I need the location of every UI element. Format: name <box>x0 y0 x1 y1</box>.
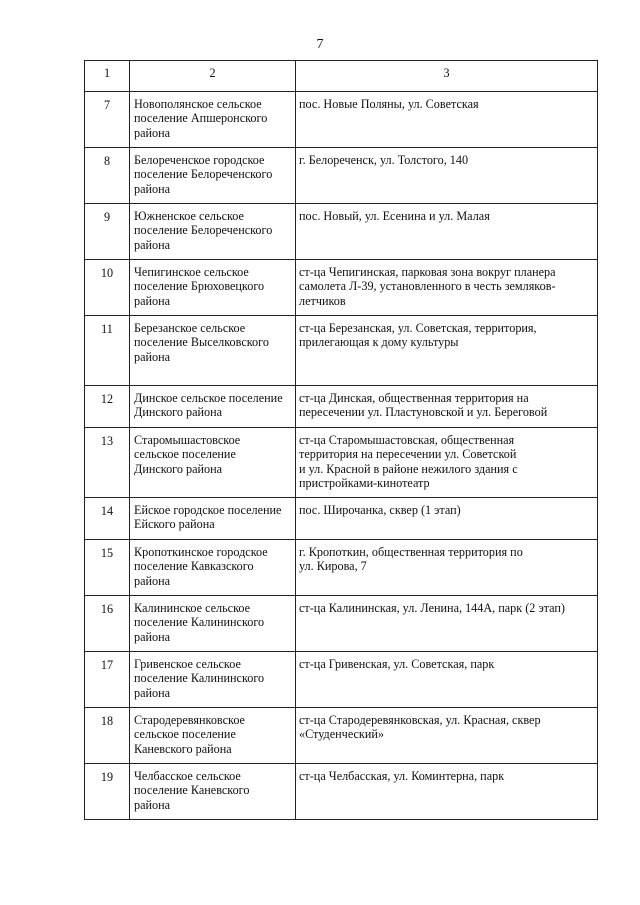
settlement-name-line: Старомышастовское <box>134 433 241 447</box>
settlement-name-line: Челбасское сельское <box>134 769 241 783</box>
row-number: 9 <box>85 204 130 260</box>
table-row <box>85 540 598 596</box>
settlement-name <box>130 764 296 820</box>
table-row <box>85 596 598 652</box>
row-number: 19 <box>85 764 130 820</box>
settlement-name-line: Калининское сельское <box>134 601 251 615</box>
settlement-name <box>130 540 296 596</box>
territory-location-line: и ул. Красной в районе нежилого здания с <box>299 461 518 476</box>
settlement-name-line: Новополянское сельское <box>134 97 262 111</box>
page-number: 7 <box>316 37 324 52</box>
territory-location-line: г. Кропоткин, общественная территория по <box>299 545 523 559</box>
row-number: 10 <box>85 260 130 316</box>
table-row <box>85 498 598 540</box>
row-number: 16 <box>85 596 130 652</box>
territory-location <box>296 708 598 764</box>
row-number: 11 <box>85 316 130 386</box>
territory-location <box>296 386 598 428</box>
territory-location-line: г. Белореченск, ул. Толстого, 140 <box>299 153 469 167</box>
territory-location <box>296 540 598 596</box>
settlement-name-line: района <box>134 797 171 812</box>
territory-location-line: пристройками-кинотеатр <box>299 476 430 491</box>
settlement-name-line: Динского района <box>134 461 223 476</box>
settlement-name-line: Каневского района <box>134 741 232 756</box>
settlement-name-line: поселение Брюховецкого <box>134 279 265 294</box>
settlement-name-line: района <box>134 181 171 196</box>
table-row <box>85 204 598 260</box>
territory-location <box>296 498 598 540</box>
settlement-name-line: района <box>134 629 171 644</box>
territory-location-line: ст-ца Динская, общественная территория на <box>299 391 529 405</box>
settlement-name-line: Динское сельское поселение <box>134 391 283 405</box>
settlement-name <box>130 708 296 764</box>
territory-location <box>296 652 598 708</box>
settlement-name <box>130 260 296 316</box>
row-number: 14 <box>85 498 130 540</box>
settlement-name-line: Белореченское городское <box>134 153 265 167</box>
row-number: 8 <box>85 148 130 204</box>
territory-location-line: пос. Новые Поляны, ул. Советская <box>299 97 479 111</box>
territory-location <box>296 596 598 652</box>
settlement-name-line: района <box>134 125 171 140</box>
settlement-name <box>130 498 296 540</box>
settlement-name-line: Чепигинское сельское <box>134 265 249 279</box>
settlement-name-line: поселение Кавказского <box>134 559 254 574</box>
settlement-name-line: сельское поселение <box>134 447 236 462</box>
territory-location-line: ст-ца Челбасская, ул. Коминтерна, парк <box>299 769 505 783</box>
table-row <box>85 764 598 820</box>
row-number: 7 <box>85 92 130 148</box>
row-number: 17 <box>85 652 130 708</box>
table-row <box>85 316 598 386</box>
table-row <box>85 652 598 708</box>
settlement-name-line: сельское поселение <box>134 727 236 742</box>
settlement-name-line: поселение Выселковского <box>134 335 269 350</box>
settlement-name <box>130 148 296 204</box>
settlement-name-line: района <box>134 349 171 364</box>
settlement-name-line: поселение Белореченского <box>134 223 273 238</box>
header-cell-2: 2 <box>130 61 296 92</box>
settlement-name-line: Ейского района <box>134 517 215 532</box>
territory-location-line: прилегающая к дому культуры <box>299 335 459 350</box>
territory-location <box>296 204 598 260</box>
territory-location <box>296 148 598 204</box>
territory-location-line: пересечении ул. Пластуновской и ул. Береговой <box>299 405 548 420</box>
territory-location-line: ст-ца Чепигинская, парковая зона вокруг планера <box>299 265 556 279</box>
settlement-name-line: поселение Калининского <box>134 671 265 686</box>
settlement-name-line: Березанское сельское <box>134 321 246 335</box>
territory-location <box>296 764 598 820</box>
row-number: 15 <box>85 540 130 596</box>
row-number: 13 <box>85 428 130 498</box>
row-number: 18 <box>85 708 130 764</box>
settlement-name-line: Кропоткинское городское <box>134 545 268 559</box>
territory-location-line: «Студенческий» <box>299 727 384 742</box>
territory-location <box>296 428 598 498</box>
settlement-name <box>130 386 296 428</box>
territory-location <box>296 92 598 148</box>
settlement-name-line: поселение Апшеронского <box>134 111 268 126</box>
territory-location-line: ст-ца Стародеревянковская, ул. Красная, сквер <box>299 713 541 727</box>
settlement-name-line: Южненское сельское <box>134 209 244 223</box>
settlement-name-line: Гривенское сельское <box>134 657 241 671</box>
settlement-name <box>130 316 296 386</box>
settlement-name-line: Стародеревянковское <box>134 713 245 727</box>
table-row <box>85 260 598 316</box>
settlement-name-line: поселение Калининского <box>134 615 265 630</box>
settlement-name-line: района <box>134 685 171 700</box>
row-number: 12 <box>85 386 130 428</box>
settlement-name-line: поселение Каневского <box>134 783 250 798</box>
settlement-name <box>130 596 296 652</box>
settlement-name <box>130 428 296 498</box>
settlement-name-line: поселение Белореченского <box>134 167 273 182</box>
table-row <box>85 92 598 148</box>
territory-location-line: пос. Новый, ул. Есенина и ул. Малая <box>299 209 490 223</box>
settlement-name <box>130 652 296 708</box>
table-row <box>85 386 598 428</box>
settlement-name-line: района <box>134 237 171 252</box>
territory-location-line: ул. Кирова, 7 <box>299 559 367 574</box>
territory-location-line: ст-ца Калининская, ул. Ленина, 144А, парк (2 этап) <box>299 601 565 615</box>
territory-location <box>296 316 598 386</box>
table-row <box>85 428 598 498</box>
territory-location-line: летчиков <box>299 293 346 308</box>
territories-table <box>84 60 598 820</box>
table-row <box>85 148 598 204</box>
settlement-name <box>130 204 296 260</box>
territory-location-line: самолета Л-39, установленного в честь земляков- <box>299 279 556 294</box>
territory-location-line: территория на пересечении ул. Советской <box>299 447 517 462</box>
territory-location-line: ст-ца Гривенская, ул. Советская, парк <box>299 657 495 671</box>
header-cell-1: 1 <box>85 61 130 92</box>
header-cell-3: 3 <box>296 61 598 92</box>
settlement-name-line: района <box>134 293 171 308</box>
territory-location-line: ст-ца Старомышастовская, общественная <box>299 433 515 447</box>
territory-location-line: пос. Широчанка, сквер (1 этап) <box>299 503 461 517</box>
territory-location <box>296 260 598 316</box>
settlement-name-line: Ейское городское поселение <box>134 503 282 517</box>
settlement-name-line: района <box>134 573 171 588</box>
settlement-name-line: Динского района <box>134 405 223 420</box>
table-row <box>85 708 598 764</box>
settlement-name <box>130 92 296 148</box>
table-header-row <box>85 61 598 92</box>
territory-location-line: ст-ца Березанская, ул. Советская, территория, <box>299 321 537 335</box>
